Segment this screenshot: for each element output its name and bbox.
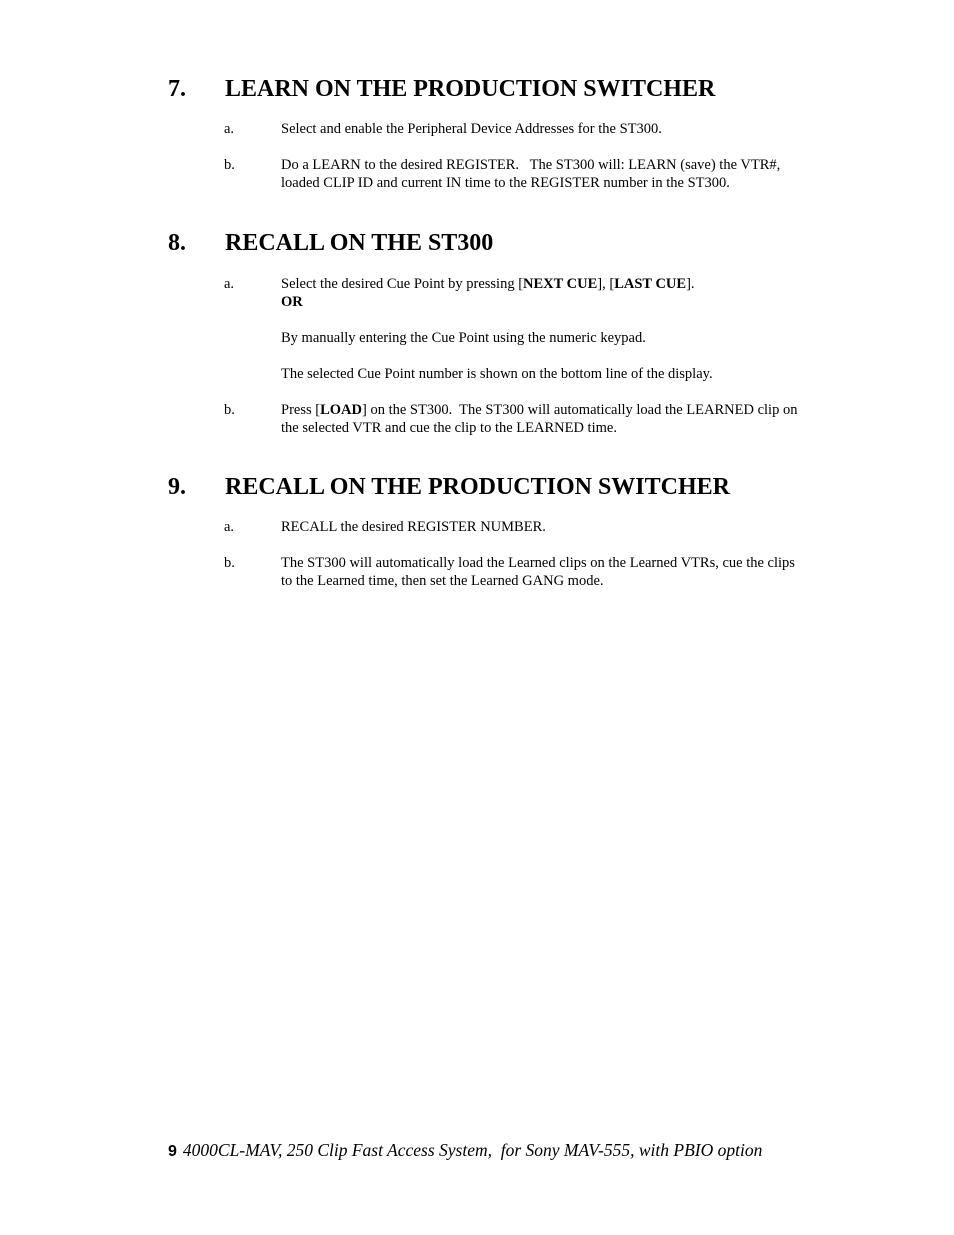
item-text bbox=[281, 275, 841, 293]
section-number: 9. bbox=[168, 474, 186, 500]
item-text-line-1: The ST300 will automatically load the Learned clips on the Learned VTRs, cue the clips bbox=[281, 555, 795, 571]
section-number: 7. bbox=[168, 76, 186, 102]
section-heading bbox=[0, 74, 954, 104]
text-run: ] on the ST300. The ST300 will automatically load the LEARNED clip on bbox=[361, 402, 798, 418]
text-run: ]. bbox=[686, 276, 695, 292]
item-text-line-1: Do a LEARN to the desired REGISTER. The ST300 will: LEARN (save) the VTR#, bbox=[281, 157, 781, 173]
item-marker: a. bbox=[224, 519, 235, 535]
item-marker: b. bbox=[224, 157, 235, 173]
list-item-b bbox=[0, 156, 954, 192]
item-paragraph: The selected Cue Point number is shown on the bottom line of the display. bbox=[281, 366, 713, 382]
section-8 bbox=[0, 228, 954, 437]
text-run: Select the desired Cue Point by pressing [ bbox=[281, 276, 524, 292]
section-heading bbox=[0, 228, 954, 258]
section-title: LEARN ON THE PRODUCTION SWITCHER bbox=[225, 76, 716, 102]
key-load: LOAD bbox=[320, 402, 362, 418]
section-title: RECALL ON THE ST300 bbox=[225, 230, 494, 256]
list-item-a bbox=[0, 120, 954, 138]
section-7 bbox=[0, 74, 954, 192]
item-text-line-1 bbox=[281, 401, 841, 419]
list-item-b bbox=[0, 401, 954, 437]
item-paragraph: By manually entering the Cue Point using the numeric keypad. bbox=[281, 330, 646, 346]
list-item-b bbox=[0, 554, 954, 590]
section-9 bbox=[0, 472, 954, 590]
section-title: RECALL ON THE PRODUCTION SWITCHER bbox=[225, 474, 730, 500]
item-text-line-2: to the Learned time, then set the Learned GANG mode. bbox=[281, 573, 604, 589]
list-item-a bbox=[0, 275, 954, 383]
item-marker: b. bbox=[224, 555, 235, 571]
key-next-cue: NEXT CUE bbox=[523, 276, 598, 292]
item-marker: a. bbox=[224, 276, 235, 292]
text-run: Press [ bbox=[281, 402, 321, 418]
page-footer bbox=[168, 1138, 762, 1164]
item-text-line-2: the selected VTR and cue the clip to the LEARNED time. bbox=[281, 420, 617, 436]
item-text: Select and enable the Peripheral Device Addresses for the ST300. bbox=[281, 121, 662, 137]
section-heading bbox=[0, 472, 954, 502]
item-text: RECALL the desired REGISTER NUMBER. bbox=[281, 519, 546, 535]
or-label: OR bbox=[281, 294, 303, 310]
footer-title: 4000CL-MAV, 250 Clip Fast Access System, for Sony MAV-555, with PBIO option bbox=[182, 1140, 763, 1160]
item-marker: a. bbox=[224, 121, 235, 137]
key-last-cue: LAST CUE bbox=[614, 276, 687, 292]
item-marker: b. bbox=[224, 402, 235, 418]
list-item-a bbox=[0, 518, 954, 536]
item-text-line-2: loaded CLIP ID and current IN time to the REGISTER number in the ST300. bbox=[281, 175, 730, 191]
text-run: ], [ bbox=[597, 276, 615, 292]
page-number: 9 bbox=[168, 1143, 177, 1160]
section-number: 8. bbox=[168, 230, 186, 256]
